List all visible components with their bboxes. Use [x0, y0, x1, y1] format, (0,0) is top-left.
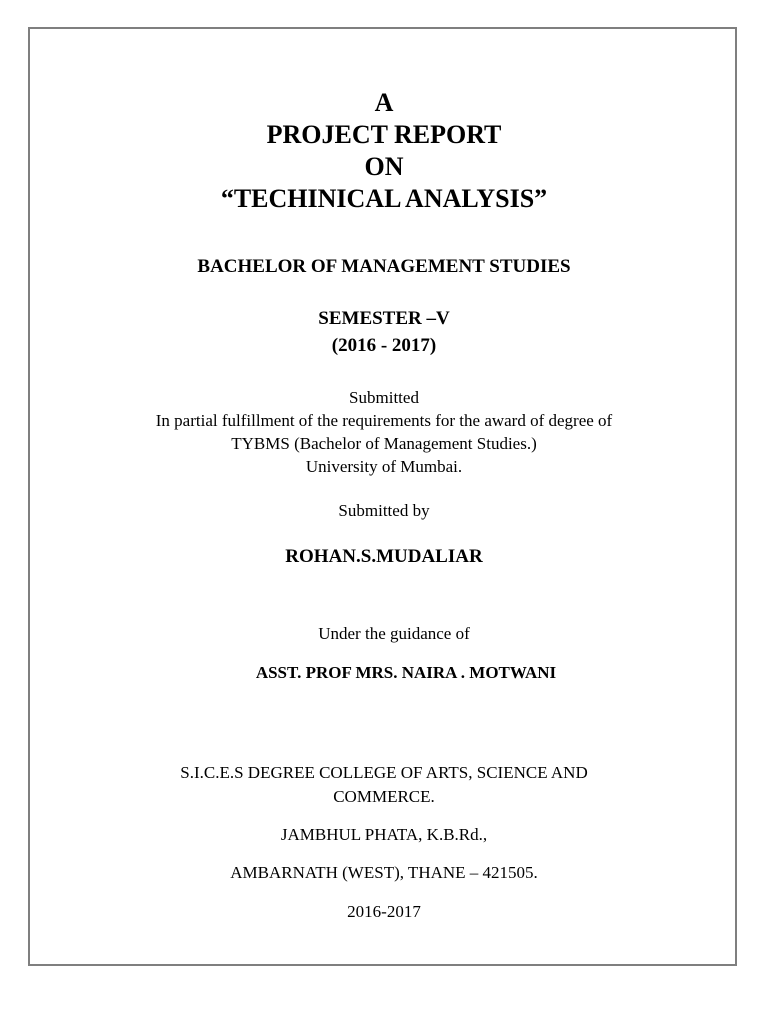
fulfillment-line-3: University of Mumbai.	[305, 457, 463, 476]
footer-year: 2016-2017	[347, 902, 421, 921]
title-line-subject: “TECHINICAL ANALYSIS”	[220, 184, 548, 213]
guide-name: ASST. PROF MRS. NAIRA . MOTWANI	[255, 663, 557, 682]
semester-label: SEMESTER –V	[318, 308, 450, 329]
address-line-2: AMBARNATH (WEST), THANE – 421505.	[230, 863, 538, 882]
fulfillment-line-1: In partial fulfillment of the requirements for the award of degree of	[155, 411, 613, 430]
title-line-a: A	[374, 88, 394, 117]
college-line-2: COMMERCE.	[333, 787, 435, 806]
title-line-project-report: PROJECT REPORT	[266, 120, 502, 149]
address-line-1: JAMBHUL PHATA, K.B.Rd.,	[280, 825, 488, 844]
title-line-on: ON	[364, 152, 404, 181]
fulfillment-line-2: TYBMS (Bachelor of Management Studies.)	[231, 434, 537, 453]
submitted-label: Submitted	[349, 388, 419, 407]
program-name: BACHELOR OF MANAGEMENT STUDIES	[197, 256, 571, 277]
submitted-by-label: Submitted by	[338, 501, 430, 520]
guidance-label: Under the guidance of	[318, 624, 470, 643]
academic-year: (2016 - 2017)	[331, 335, 437, 356]
student-name: ROHAN.S.MUDALIAR	[285, 546, 483, 567]
college-line-1: S.I.C.E.S DEGREE COLLEGE OF ARTS, SCIENCE AND	[180, 763, 588, 782]
